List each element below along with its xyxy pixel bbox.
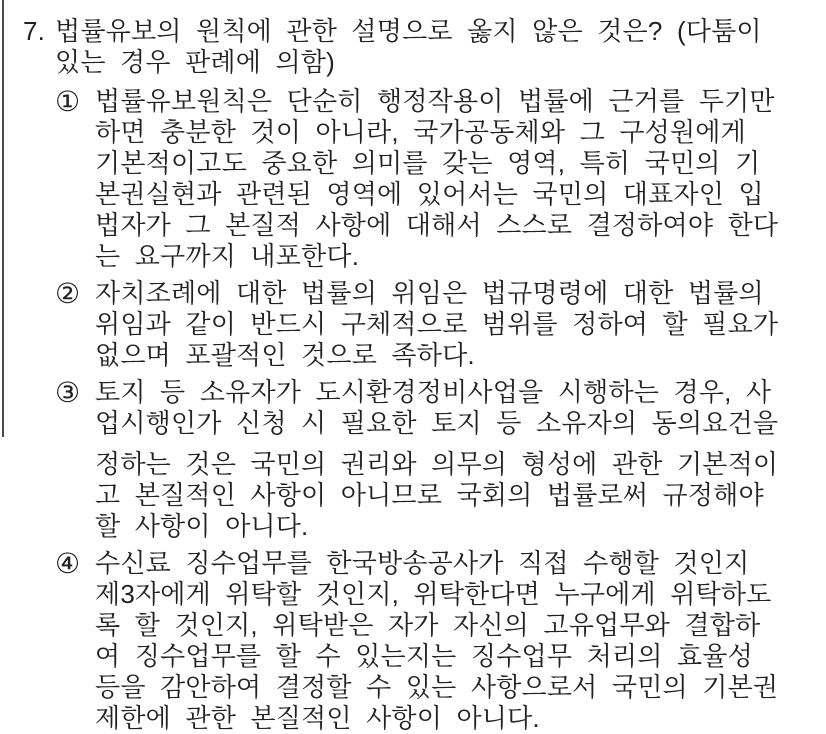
- question-number: 7.: [23, 16, 46, 46]
- option-marker-2: ②: [55, 278, 81, 309]
- question-text: [55, 16, 826, 78]
- option-text-line: 록 할 것인지, 위탁받은 자가 자신의 고유업무와 결합하: [95, 610, 761, 640]
- option-text-line: 등을 감안하여 결정할 수 있는 사항으로서 국민의 기본권: [95, 672, 779, 702]
- option-text-line: 제한에 관한 본질적인 사항이 아니다.: [95, 703, 540, 733]
- option-text: [95, 377, 826, 542]
- option-text: [95, 86, 826, 272]
- option-text-line: 토지 등 소유자가 도시환경정비사업을 시행하는 경우, 사: [95, 377, 772, 407]
- option-text-line: 위임과 같이 반드시 구체적으로 범위를 정하여 할 필요가: [95, 309, 779, 339]
- option-text-line: 법자가 그 본질적 사항에 대해서 스스로 결정하여야 한다: [95, 210, 779, 240]
- option-text: [95, 278, 826, 371]
- option-marker-4: ④: [55, 548, 81, 579]
- option-item-4: [55, 548, 826, 734]
- option-text-line: 하면 충분한 것이 아니라, 국가공동체와 그 구성원에게: [95, 117, 746, 147]
- option-text-segment: [95, 86, 826, 272]
- option-text-segment: [95, 278, 826, 371]
- options-list: [0, 86, 826, 734]
- option-text-line: 본권실현과 관련된 영역에 있어서는 국민의 대표자인 입: [95, 179, 764, 209]
- option-item-3: [55, 377, 826, 542]
- question-block: [23, 16, 826, 78]
- option-text-line: 고 본질적인 사항이 아니므로 국회의 법률로써 규정해야: [95, 480, 764, 510]
- option-item-2: [55, 278, 826, 371]
- option-marker-3: ③: [55, 377, 81, 408]
- option-text-line: 는 요구까지 내포한다.: [95, 241, 360, 271]
- option-text-line: 없으며 포괄적인 것으로 족하다.: [95, 340, 475, 370]
- option-text-line: 법률유보원칙은 단순히 행정작용이 법률에 근거를 두기만: [95, 86, 775, 116]
- column-divider-rule: [2, 0, 4, 437]
- option-text-line: 기본적이고도 중요한 의미를 갖는 영역, 특히 국민의 기: [95, 148, 761, 178]
- option-text-line: 정하는 것은 국민의 권리와 의무의 형성에 관한 기본적이: [95, 449, 779, 479]
- option-text-line: 자치조례에 대한 법률의 위임은 법규명령에 대한 법률의: [95, 278, 764, 308]
- option-text: [95, 548, 826, 734]
- option-text-segment: [95, 449, 826, 542]
- option-item-1: [55, 86, 826, 272]
- option-text-segment: [95, 548, 826, 734]
- option-text-line: 할 사항이 아니다.: [95, 511, 309, 541]
- question-text-line: 법률유보의 원칙에 관한 설명으로 옳지 않은 것은? (다툼이: [55, 16, 762, 46]
- option-text-line: 업시행인가 신청 시 필요한 토지 등 소유자의 동의요건을: [95, 408, 779, 438]
- option-text-segment: [95, 377, 826, 439]
- option-text-line: 여 징수업무를 할 수 있는지는 징수업무 처리의 효율성: [95, 641, 753, 671]
- question-text-line: 있는 경우 판례에 의함): [55, 47, 335, 77]
- option-text-line: 제3자에게 위탁할 것인지, 위탁한다면 누구에게 위탁하도: [95, 579, 772, 609]
- option-marker-1: ①: [55, 86, 81, 117]
- option-text-line: 수신료 징수업무를 한국방송공사가 직접 수행할 것인지: [95, 548, 750, 578]
